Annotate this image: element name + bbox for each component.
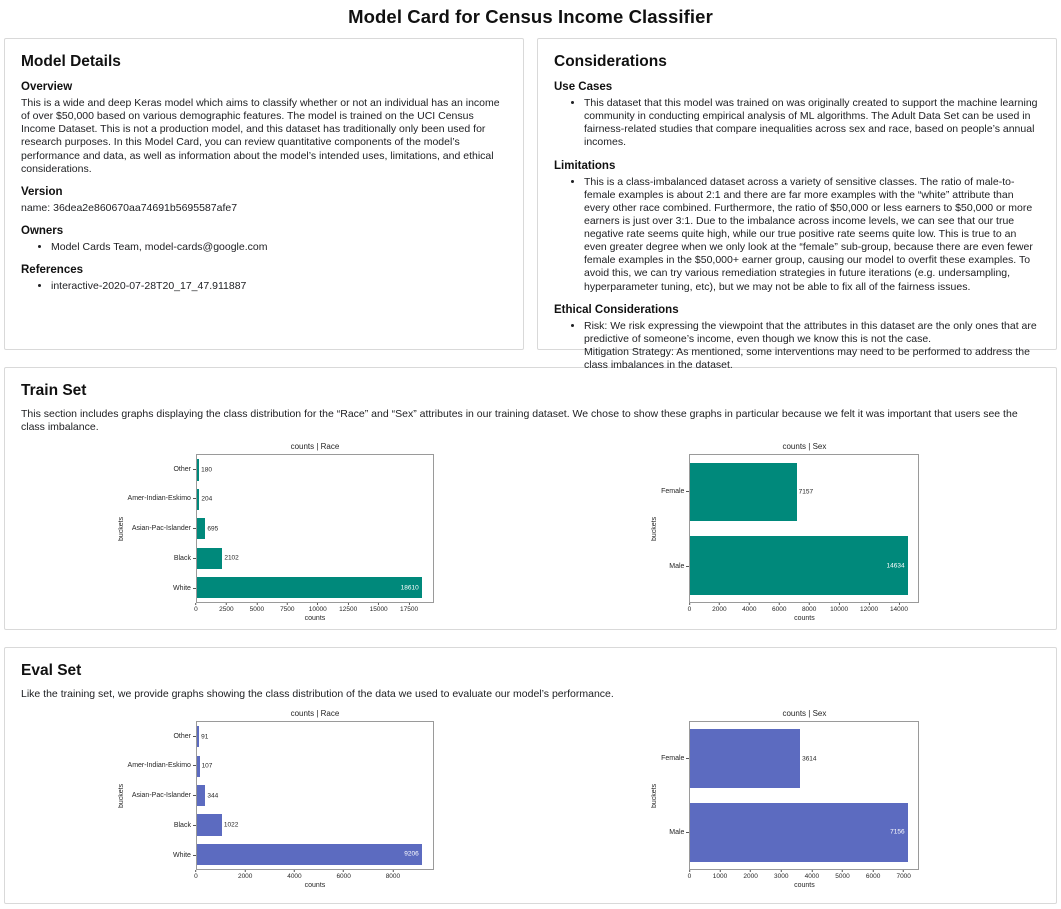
bar-value-label: 204: [201, 495, 213, 503]
train-set-description: This section includes graphs displaying the class distribution for the “Race” and “Sex” attributes in our training dataset. We chose to show these graphs in particular because we felt it was important that users see the class imbalance.: [21, 408, 1018, 434]
overview-text: This is a wide and deep Keras model which aims to classify whether or not an individual has an income of over $50,000 based on various demographic features. The model is trained on the UCI Census Income Dataset. This is not a production model, and this dataset has traditionally only been used for research purposes. In this Model Card, you can review quantitative components of the model’s performance and data, as well as information about the model’s intended uses, limitations, and ethical considerations.: [21, 97, 500, 175]
category-row: [661, 796, 689, 871]
bar-black: [197, 548, 222, 569]
considerations-card: [537, 38, 1057, 371]
x-tick-label: 2500: [219, 606, 234, 614]
bar-value-label: 18610: [400, 584, 419, 592]
x-tick-mark: [195, 870, 196, 872]
x-tick-mark: [749, 603, 750, 605]
train-set-card: [4, 367, 1057, 630]
x-tick-label: 5000: [249, 606, 265, 614]
plot-area: [196, 721, 434, 870]
x-tick: [688, 603, 692, 613]
x-tick-label: 4000: [804, 873, 820, 881]
x-tick-label: 0: [687, 873, 692, 881]
category-label: Black: [173, 555, 191, 563]
x-tick-mark: [392, 870, 393, 872]
chart-title: counts | Race: [290, 442, 340, 452]
bar-row: [197, 455, 433, 484]
x-axis-label: counts: [794, 882, 815, 890]
bar-male: [690, 803, 907, 862]
category-label: Asian-Pac-Islander: [131, 792, 191, 800]
owners-list: [21, 241, 507, 254]
bar-white: [197, 577, 422, 598]
x-tick-label: 6000: [865, 873, 881, 881]
limitation-item: • This is a class-imbalanced dataset across a variety of sensitive classes. The ratio of male-to-female examples is about 2:1 and there are far more examples with the “white” attribute than every other race combined. Furthermore, the ratio of $50,000 or less earners to $50,000 or more earners is just over 3:1. Due to the imbalance across income levels, we can see that our true negative rate seems quite high, while our true positive rate seems quite low. This is true to an even greater degree when we only look at the “female” sub-group, because there are even fewer female examples in the $50,000+ earner group, causing our model to overfit these examples. To avoid this, we can try various remediation strategies in future iterations (e.g. undersampling, hyperparameter tuning, etc), but we may not be able to fix all of the fairness issues.: [584, 176, 1040, 294]
version-text: name: 36dea2e860670aa74691b5695587afe7: [21, 201, 238, 214]
x-tick: [336, 870, 350, 880]
x-tick-mark: [256, 603, 257, 605]
considerations-title: Considerations: [554, 53, 667, 70]
eval-charts-row: [21, 709, 1040, 889]
x-tick-label: 7000: [896, 873, 911, 881]
x-tick: [866, 870, 880, 880]
x-tick-mark: [226, 603, 227, 605]
category-row: [128, 514, 196, 544]
x-tick-mark: [720, 870, 721, 872]
x-tick-label: 6000: [772, 606, 787, 614]
bar-value-label: 7157: [798, 488, 814, 496]
x-tick-mark: [689, 603, 690, 605]
chart-title: counts | Sex: [782, 709, 827, 719]
train-set-title: Train Set: [21, 382, 87, 399]
chart-main: [689, 709, 919, 889]
category-row: [128, 781, 196, 811]
bar-value-label: 695: [207, 525, 219, 533]
x-tick: [238, 870, 252, 880]
category-label: Amer-Indian-Eskimo: [127, 495, 191, 503]
x-tick: [830, 603, 848, 613]
bar-female: [690, 463, 796, 522]
category-axis: [128, 721, 196, 870]
bar-row: [197, 810, 433, 839]
x-tick: [287, 870, 301, 880]
references-heading: References: [21, 264, 84, 276]
x-tick-label: 0: [194, 606, 198, 614]
bar-female: [690, 729, 800, 788]
x-tick-mark: [689, 870, 690, 872]
x-tick: [280, 603, 294, 613]
x-tick-label: 0: [687, 606, 692, 614]
chart-main: [196, 442, 434, 622]
category-label: Asian-Pac-Islander: [131, 525, 191, 533]
x-tick-mark: [245, 870, 246, 872]
x-tick-mark: [873, 870, 874, 872]
x-axis-ticks: [689, 603, 919, 614]
x-tick-mark: [317, 603, 318, 605]
bar-row: [197, 752, 433, 781]
category-row: [661, 454, 689, 529]
x-tick-mark: [719, 603, 720, 605]
category-row: [128, 544, 196, 574]
x-tick-label: 10000: [830, 606, 849, 614]
category-row: [661, 721, 689, 796]
train-race-bar-chart: [118, 442, 434, 622]
x-tick: [802, 603, 816, 613]
x-tick: [713, 870, 727, 880]
x-tick-label: 4000: [742, 606, 757, 614]
x-tick: [400, 603, 418, 613]
bar-amer-indian-eskimo: [197, 756, 200, 777]
chart-title: counts | Sex: [782, 442, 827, 452]
category-label: Male: [669, 562, 685, 570]
bar-value-label: 14634: [886, 562, 905, 569]
x-tick-label: 1000: [712, 873, 728, 881]
category-label: Black: [173, 821, 191, 829]
bar-row: [690, 455, 918, 529]
category-label: Female: [661, 754, 685, 762]
y-axis-label: buckets: [117, 516, 125, 541]
chart-main: [689, 442, 919, 622]
x-tick-mark: [343, 870, 344, 872]
chart-title: counts | Race: [290, 709, 340, 719]
bar-value-label: 180: [201, 466, 212, 474]
x-tick: [250, 603, 264, 613]
category-axis: [128, 454, 196, 603]
x-tick-mark: [811, 870, 812, 872]
ethical-considerations-list: [554, 320, 1040, 373]
train-sex-chart-container: [531, 442, 1041, 622]
bar-value-label: 107: [201, 762, 213, 770]
category-row: [128, 751, 196, 781]
y-axis-label: buckets: [651, 516, 659, 541]
bar-row: [197, 514, 433, 543]
bar-row: [690, 722, 918, 796]
bar-value-label: 2102: [224, 554, 239, 562]
bar-row: [197, 485, 433, 514]
bar-black: [197, 814, 222, 835]
eval-sex-bar-chart: [651, 709, 919, 889]
x-tick-mark: [779, 603, 780, 605]
category-row: [128, 840, 196, 870]
x-tick: [386, 870, 400, 880]
use-case-item: • This dataset that this model was trained on was originally created to support the machine learning community in conducting empirical analysis of ML algorithms. The Adult Data Set can be used in fairness-related studies that compare inequalities across sex and race, based on people’s annual incomes.: [584, 97, 1040, 150]
category-label: Male: [669, 829, 685, 837]
train-sex-bar-chart: [651, 442, 919, 622]
x-tick-label: 8000: [801, 606, 817, 614]
limitations-heading: Limitations: [554, 159, 616, 172]
bar-value-label: 1022: [223, 821, 239, 829]
reference-item: • interactive-2020-07-28T20_17_47.911887: [51, 280, 507, 293]
category-label: Other: [173, 465, 191, 473]
x-tick-mark: [750, 870, 751, 872]
x-tick: [743, 870, 757, 880]
x-tick: [860, 603, 878, 613]
bar-row: [197, 573, 433, 602]
x-tick-label: 2000: [712, 606, 727, 614]
x-tick-mark: [409, 603, 410, 605]
top-cards-row: [4, 38, 1057, 371]
bar-value-label: 344: [207, 792, 219, 800]
bar-value-label: 3614: [802, 755, 817, 763]
references-list: [21, 280, 507, 293]
category-label: Female: [661, 488, 685, 495]
x-tick-mark: [378, 603, 379, 605]
category-label: Amer-Indian-Eskimo: [127, 762, 191, 770]
x-tick: [688, 870, 692, 880]
category-row: [128, 573, 196, 603]
x-tick-label: 14000: [889, 606, 909, 614]
x-tick-label: 2000: [237, 873, 253, 881]
owner-item: • Model Cards Team, model-cards@google.com: [51, 241, 507, 254]
x-tick-mark: [903, 870, 904, 872]
x-tick: [774, 870, 788, 880]
overview-heading: Overview: [21, 81, 73, 93]
use-cases-heading: Use Cases: [554, 81, 613, 93]
bar-other: [197, 459, 199, 480]
bar-asian-pac-islander: [197, 518, 205, 539]
eval-sex-chart-container: [531, 709, 1041, 889]
x-tick-mark: [898, 603, 899, 605]
category-row: [128, 721, 196, 751]
x-tick-label: 12500: [339, 606, 358, 614]
x-tick-label: 7500: [280, 606, 295, 614]
x-tick-label: 17500: [400, 606, 419, 614]
x-tick-label: 6000: [336, 873, 351, 881]
x-tick-mark: [869, 603, 870, 605]
x-tick-label: 12000: [860, 606, 879, 614]
x-tick-mark: [195, 603, 196, 605]
category-axis: [661, 454, 689, 603]
x-tick-label: 0: [194, 873, 198, 881]
chart-main: [196, 709, 434, 889]
bar-row: [197, 722, 433, 751]
x-tick: [896, 870, 910, 880]
page-title: Model Card for Census Income Classifier: [348, 6, 713, 27]
bar-value-label: 91: [201, 733, 209, 741]
category-label: Other: [173, 732, 191, 740]
bar-value-label: 7156: [890, 828, 905, 836]
ethical-considerations-heading: Ethical Considerations: [554, 303, 679, 316]
x-tick-mark: [348, 603, 349, 605]
x-tick: [772, 603, 786, 613]
train-charts-row: [21, 442, 1040, 622]
x-tick: [194, 870, 198, 880]
x-tick-label: 2000: [743, 873, 758, 881]
x-axis-label: counts: [304, 882, 326, 890]
bar-row: [690, 796, 918, 870]
x-tick: [194, 603, 198, 613]
bar-white: [197, 844, 422, 865]
x-axis-label: counts: [304, 615, 326, 623]
use-cases-list: [554, 97, 1040, 150]
model-details-card: [4, 38, 524, 350]
eval-set-title: Eval Set: [21, 662, 82, 679]
bar-row: [690, 529, 918, 603]
x-tick: [370, 603, 388, 613]
limitations-list: [554, 176, 1040, 294]
x-tick: [835, 870, 849, 880]
x-axis-ticks: [689, 870, 919, 881]
category-axis: [661, 721, 689, 870]
x-tick: [712, 603, 726, 613]
bar-other: [197, 726, 199, 747]
x-axis-ticks: [196, 603, 434, 614]
x-axis-ticks: [196, 870, 434, 881]
y-axis-label: buckets: [117, 783, 125, 808]
bar-amer-indian-eskimo: [197, 489, 199, 510]
x-tick-label: 5000: [835, 873, 850, 881]
model-details-title: Model Details: [21, 53, 121, 70]
x-tick-mark: [294, 870, 295, 872]
x-tick-mark: [839, 603, 840, 605]
plot-area: [196, 454, 434, 603]
bar-value-label: 9206: [404, 850, 419, 858]
plot-area: [689, 454, 919, 603]
eval-race-bar-chart: [118, 709, 434, 889]
eval-set-description: Like the training set, we provide graphs showing the class distribution of the data we used to evaluate our model’s performance.: [21, 688, 614, 700]
x-tick: [219, 603, 233, 613]
x-tick: [742, 603, 756, 613]
category-label: White: [173, 851, 191, 859]
x-tick-label: 8000: [385, 873, 401, 881]
ethical-consideration-item: • Risk: We risk expressing the viewpoint that the attributes in this dataset are the only ones that are predictive of someone’s income, even though we know this is not the case. Mitigation Strategy: As mentioned, some interventions may need to be performed to address the class imbalances in the dataset.: [584, 320, 1040, 373]
category-row: [128, 484, 196, 514]
x-tick: [890, 603, 908, 613]
x-axis-label: counts: [794, 615, 815, 623]
train-race-chart-container: [21, 442, 531, 622]
x-tick: [339, 603, 357, 613]
eval-race-chart-container: [21, 709, 531, 889]
bar-row: [197, 781, 433, 810]
x-tick-label: 4000: [287, 873, 302, 881]
owners-heading: Owners: [21, 224, 64, 237]
version-heading: Version: [21, 185, 63, 198]
x-tick-label: 3000: [774, 873, 789, 881]
bar-row: [197, 543, 433, 572]
x-tick-mark: [809, 603, 810, 605]
x-tick-label: 15000: [369, 606, 388, 614]
bar-row: [197, 840, 433, 869]
category-row: [128, 811, 196, 841]
x-tick-mark: [781, 870, 782, 872]
category-row: [661, 529, 689, 604]
bar-asian-pac-islander: [197, 785, 205, 806]
x-tick: [309, 603, 327, 613]
category-label: White: [173, 584, 191, 592]
y-axis-label: buckets: [651, 783, 659, 808]
plot-area: [689, 721, 919, 870]
category-row: [128, 454, 196, 484]
x-tick: [805, 870, 819, 880]
x-tick-mark: [287, 603, 288, 605]
eval-set-card: [4, 647, 1057, 904]
bar-male: [690, 536, 907, 595]
x-tick-label: 10000: [308, 606, 327, 614]
x-tick-mark: [842, 870, 843, 872]
